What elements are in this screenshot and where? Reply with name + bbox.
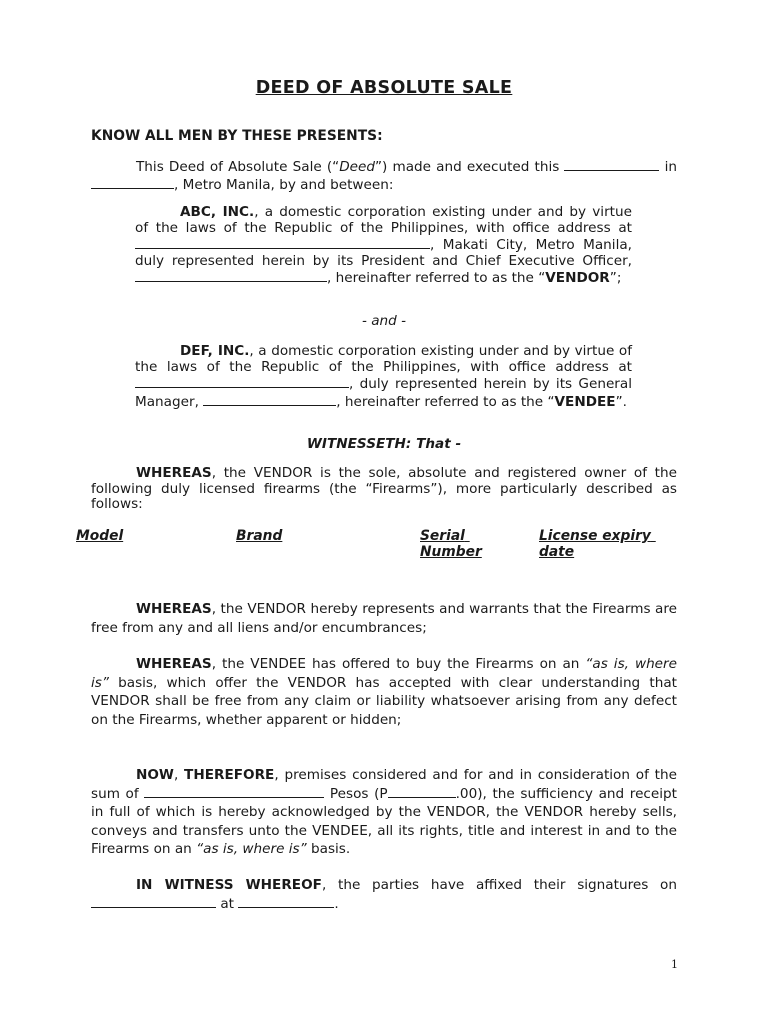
page-number: 1 xyxy=(671,958,678,971)
whereas-keyword: WHEREAS xyxy=(136,465,212,481)
table-header-model: Model xyxy=(76,528,124,544)
table-header-brand: Brand xyxy=(236,528,283,544)
in-witness-keyword: IN WITNESS WHEREOF xyxy=(136,877,322,893)
table-header-license xyxy=(539,528,656,560)
vendor-text-4: ”; xyxy=(609,270,622,286)
vendor-text-1: , a domestic corporation existing under and by virtue of the laws of the Republic of the Philippines, with office address at xyxy=(135,204,632,236)
whereas-keyword: WHEREAS xyxy=(136,601,212,617)
vendee-manager-blank xyxy=(203,393,336,406)
vendee-text-2: , duly represented herein by its General Manager, xyxy=(135,376,632,410)
in-witness-text-2: at xyxy=(220,895,234,912)
deed-term: Deed xyxy=(339,159,376,175)
now-keyword: NOW xyxy=(136,767,174,783)
vendee-paragraph xyxy=(135,344,632,410)
intro-text-1: This Deed of Absolute Sale (“ xyxy=(136,159,340,175)
vendor-address-blank xyxy=(135,236,430,249)
as-is-term: “as is, where is” xyxy=(91,656,677,691)
vendee-name: DEF, INC. xyxy=(180,343,250,359)
sum-figures-blank xyxy=(388,785,456,798)
sum-words-blank xyxy=(144,785,324,798)
vendor-paragraph xyxy=(135,205,632,287)
signing-place-blank xyxy=(238,895,334,908)
whereas-liens-text: , the VENDOR hereby represents and warrants that the Firearms are free from any and all liens and/or encumbrances; xyxy=(91,601,677,636)
vendee-text-4: ”. xyxy=(615,393,627,410)
now-text-1: , premises considered and for and in consideration of the sum of xyxy=(91,767,677,802)
vendor-ceo-blank xyxy=(135,269,327,282)
document-title: DEED OF ABSOLUTE SALE xyxy=(255,78,513,98)
table-header-serial xyxy=(420,528,482,560)
table-header-serial-line2: Number xyxy=(420,544,482,560)
whereas-owner-text: , the VENDOR is the sole, absolute and registered owner of the following duly licensed firearms (the “Firearms”), more particularly described as follows: xyxy=(91,465,677,512)
vendor-name: ABC, INC. xyxy=(180,204,255,220)
in-witness-text-3: . xyxy=(334,895,339,912)
table-header-license-line2: date xyxy=(539,544,575,560)
as-is-term: “as is, where is” xyxy=(196,841,307,857)
vendor-text-3: , hereinafter referred to as the “ xyxy=(327,270,546,286)
whereas-owner-paragraph xyxy=(91,466,677,513)
vendor-text-2: , Makati City, Metro Manila, duly represented herein by its President and Chief Executive Officer, xyxy=(135,237,632,269)
intro-text-2: ”) made and executed this xyxy=(375,159,560,175)
signing-date-blank xyxy=(91,895,216,908)
therefore-keyword: THEREFORE xyxy=(184,767,275,783)
now-therefore-paragraph xyxy=(91,766,677,859)
vendor-label: VENDOR xyxy=(545,270,610,286)
table-header-license-line1: License expiry xyxy=(539,528,651,544)
now-text-2: Pesos (P xyxy=(329,785,388,802)
now-text-4: basis. xyxy=(306,841,351,857)
in-witness-text-1: , the parties have affixed their signatures on xyxy=(321,877,677,893)
intro-text-3: in xyxy=(664,159,677,175)
vendee-text-3: , hereinafter referred to as the “ xyxy=(336,393,555,410)
intro-text-4: , Metro Manila, by and between: xyxy=(174,177,394,193)
date-blank xyxy=(564,158,659,171)
now-text-3: .00), the sufficiency and receipt in full of which is hereby acknowledged by the VENDOR, the VENDOR hereby sells, conveys and transfers unto the VENDEE, all its rights, title and interest in and to the Firearms on an xyxy=(91,785,678,857)
place-blank xyxy=(91,176,174,189)
vendee-text-1: , a domestic corporation existing under and by virtue of the laws of the Republic of the Philippines, with office address at xyxy=(135,343,632,375)
whereas-offer-text-1: , the VENDEE has offered to buy the Firearms on an xyxy=(211,656,586,672)
intro-paragraph xyxy=(91,158,677,194)
in-witness-paragraph xyxy=(91,876,677,913)
whereas-liens-paragraph xyxy=(91,600,677,637)
vendee-label: VENDEE xyxy=(554,393,616,410)
and-separator: - and - xyxy=(361,313,407,329)
whereas-offer-paragraph xyxy=(91,655,677,729)
know-all-heading: KNOW ALL MEN BY THESE PRESENTS: xyxy=(91,128,383,144)
whereas-keyword: WHEREAS xyxy=(136,656,212,672)
witnesseth-heading: WITNESSETH: That - xyxy=(306,436,462,452)
now-comma: , xyxy=(173,767,185,783)
table-header-serial-line1: Serial xyxy=(420,528,465,544)
vendee-address-blank xyxy=(135,375,349,388)
whereas-offer-text-2: basis, which offer the VENDOR has accepted with clear understanding that VENDOR shall be free from any claim or liability whatsoever arising from any defect on the Firearms, whether apparent or hidden; xyxy=(91,674,677,728)
